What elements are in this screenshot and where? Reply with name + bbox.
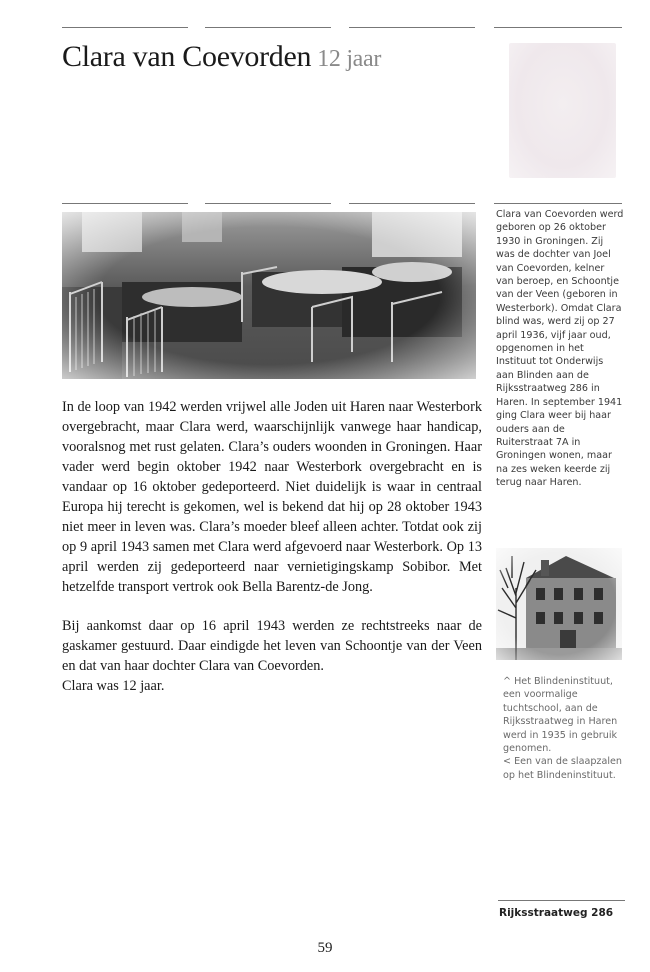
- mid-rule-2: [205, 203, 331, 204]
- building-photo: [496, 548, 622, 660]
- sidebar-bio: Clara van Coevorden werd geboren op 26 oktober 1930 in Groningen. Zij was de dochter van Joel van Coevorden, kelner van beroep, en Schoontje van der Veen (geboren in Westerbork). Omdat Clara blind was, werd zij op 27 april 1936, vijf jaar oud, opgenomen in het Instituut tot Onderwijs aan Blinden aan de Rijksstraatweg 286 in Haren. In september 1941 ging Clara weer bij haar ouders aan de Ruiterstraat 7A in Groningen wonen, maar na zes weken keerde zij terug naar Haren.: [496, 209, 624, 489]
- person-age: 12 jaar: [317, 46, 382, 72]
- page-number: 59: [317, 940, 333, 956]
- main-text: [62, 397, 482, 715]
- mid-rule-1: [62, 203, 188, 204]
- paragraph-3: Clara was 12 jaar.: [62, 678, 165, 694]
- mid-rule-4: [494, 203, 622, 204]
- dormitory-photo: [62, 212, 476, 379]
- top-rule-3: [349, 27, 475, 28]
- page-title: [62, 40, 381, 74]
- footer-rule: [498, 900, 625, 901]
- top-rule-4: [494, 27, 622, 28]
- person-name: Clara van Coevorden: [62, 40, 312, 73]
- portrait-placeholder: [509, 43, 616, 178]
- photo-captions: [503, 675, 627, 782]
- mid-rule-3: [349, 203, 475, 204]
- top-rule-2: [205, 27, 331, 28]
- paragraph-2: Bij aankomst daar op 16 april 1943 werden ze rechtstreeks naar de gaskamer gestuurd. Daar eindigde het leven van Schoontje van der Veen en dat van haar dochter Clara van Coevorden.: [62, 618, 482, 674]
- paragraph-1: In de loop van 1942 werden vrijwel alle Joden uit Haren naar Westerbork overgebracht, maar Clara werd, waarschijnlijk vanwege haar handicap, vooralsnog met rust gelaten. Clara’s ouders woonden in Groningen. Haar vader werd begin oktober 1942 naar Westerbork overgebracht en is vandaar op 16 oktober gedeporteerd. Niet duidelijk is waar in centraal Europa hij terecht is gekomen, wel is bekend dat hij op 28 oktober 1943 niet meer in leven was. Clara’s moeder bleef alleen achter. Totdat ook zij op 9 april 1943 samen met Clara werd afgevoerd naar Westerbork. Op 13 april werden zij gedeporteerd naar vernietigingskamp Sobibor. Met hetzelfde transport vertrok ook Bella Barentz-de Jong.: [62, 399, 482, 595]
- caption-dormitory: < Een van de slaapzalen op het Blindeninstituut.: [503, 756, 622, 781]
- street-address: Rijksstraatweg 286: [499, 907, 614, 919]
- caption-building: ^ Het Blindeninstituut, een voormalige tuchtschool, aan de Rijksstraatweg in Haren werd in 1935 in gebruik genomen.: [503, 676, 618, 755]
- top-rule-1: [62, 27, 188, 28]
